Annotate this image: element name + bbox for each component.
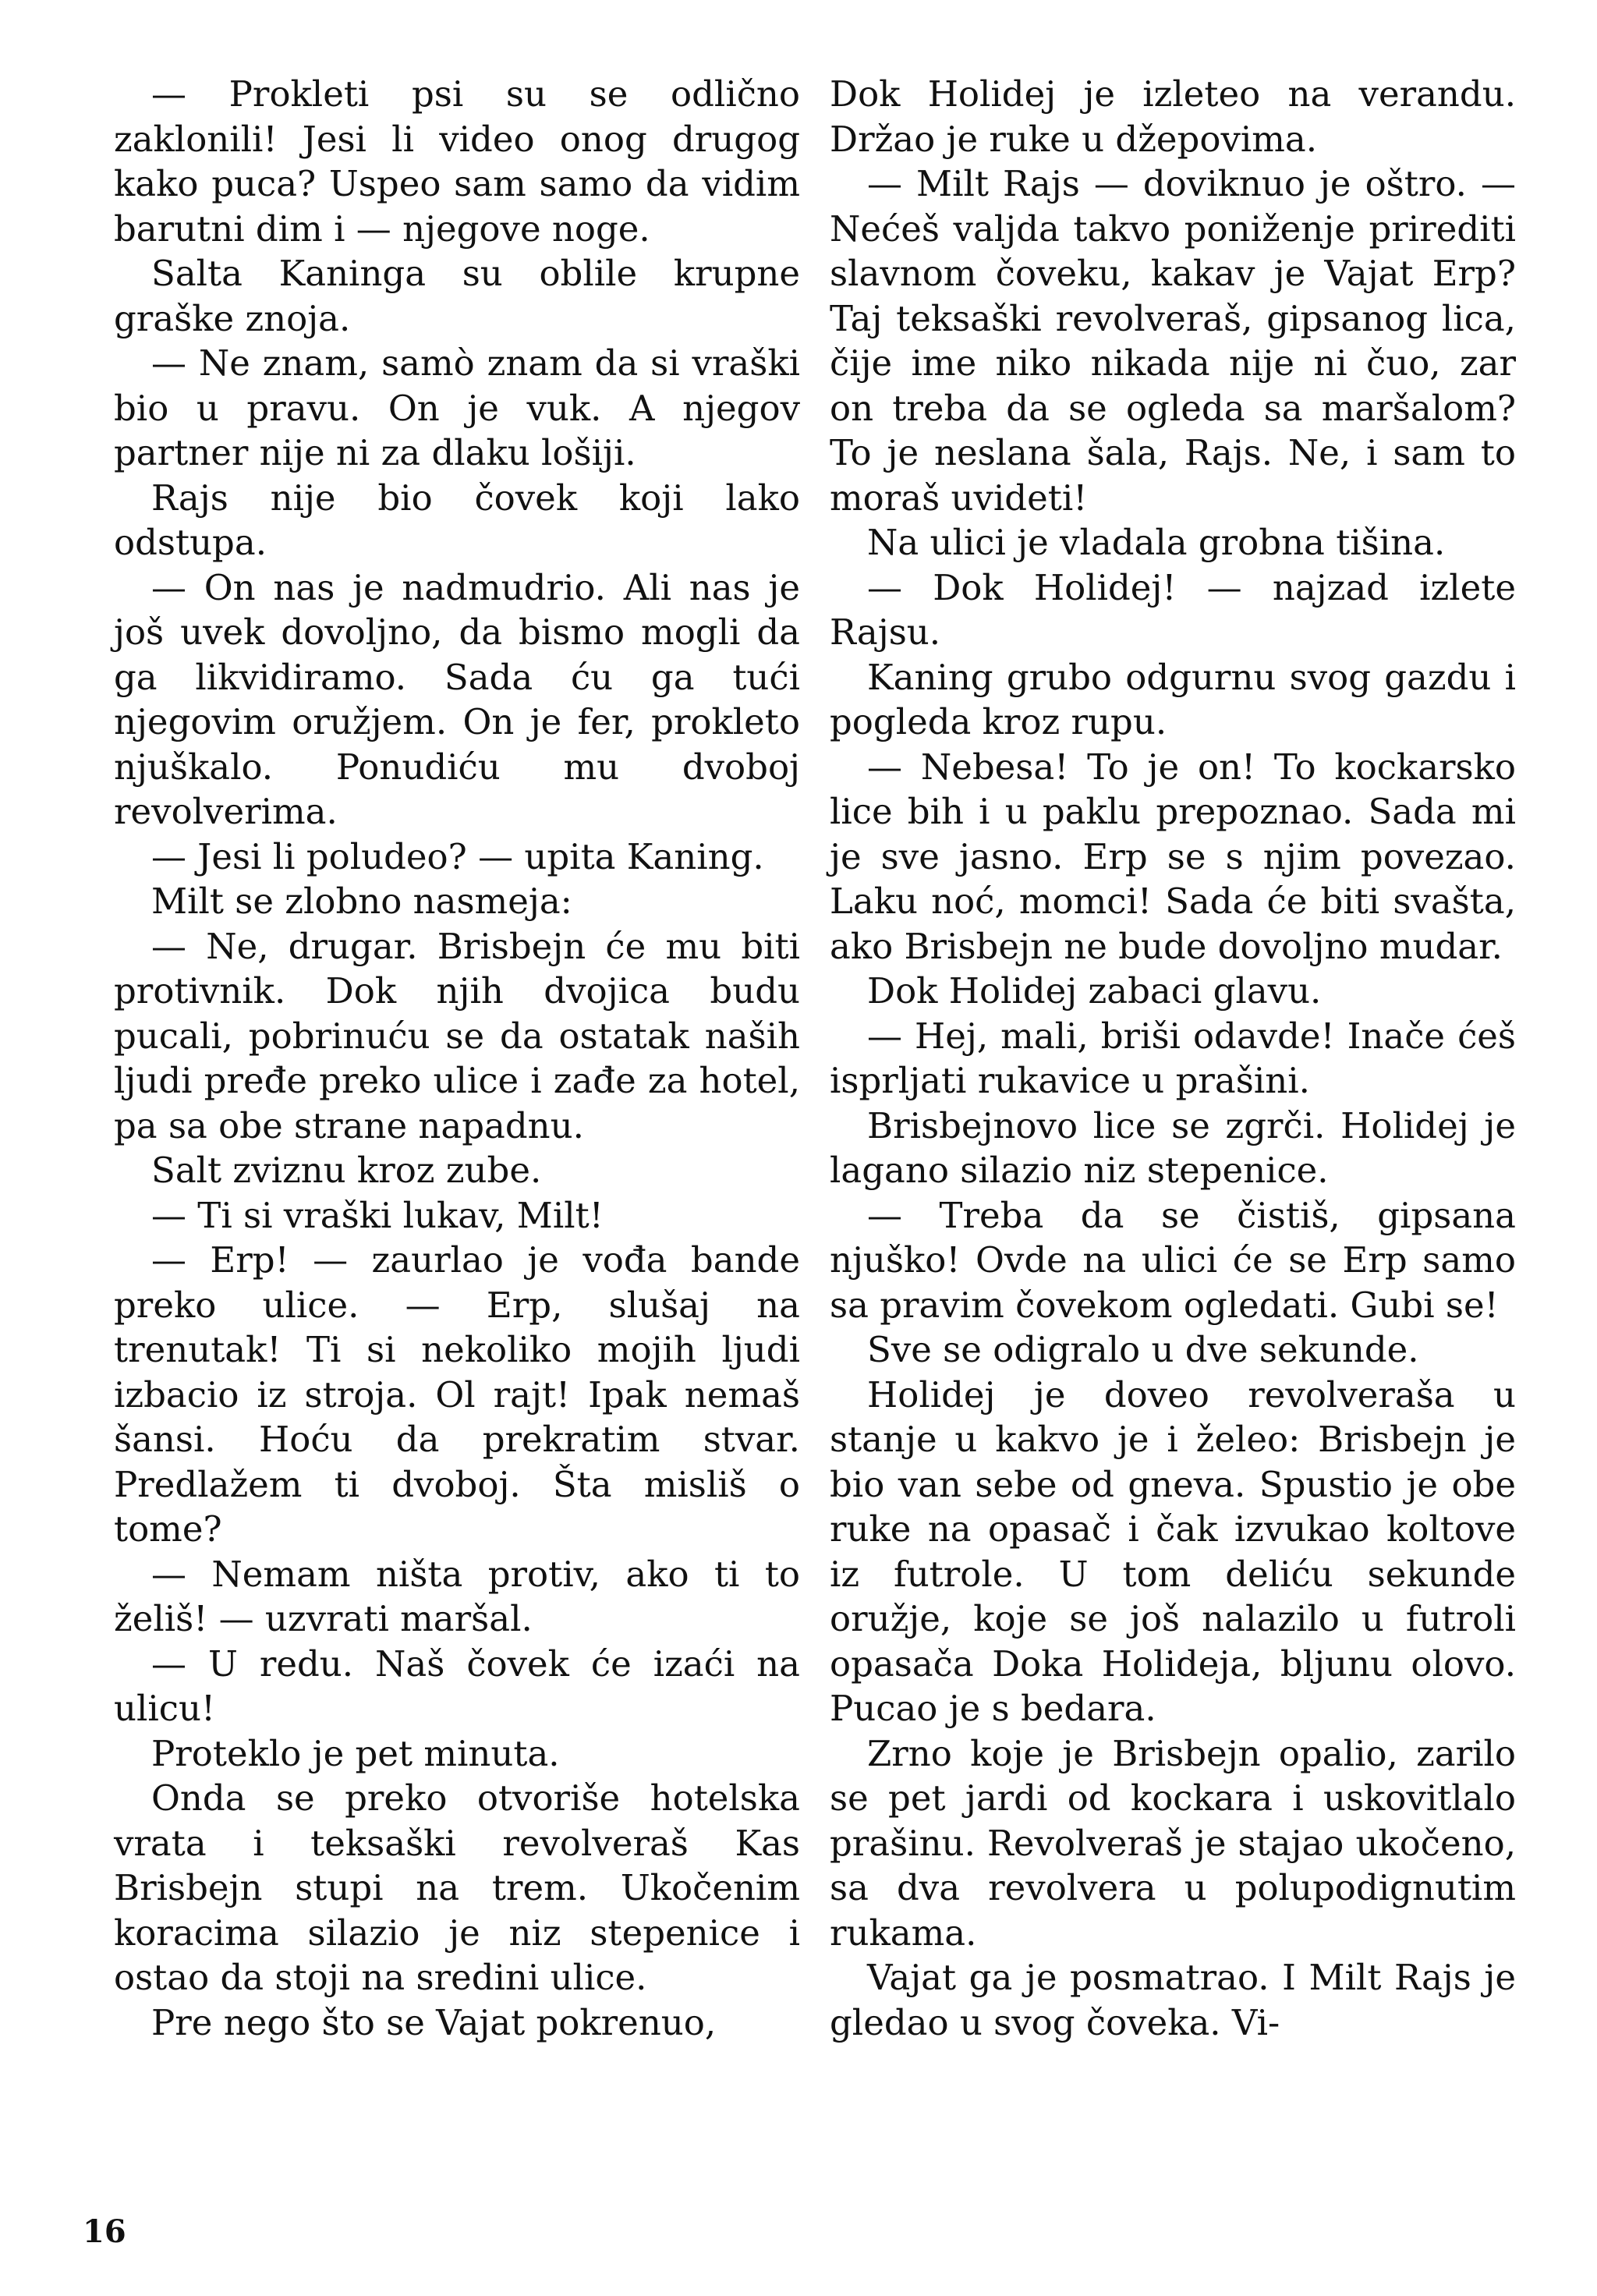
- paragraph: Sve se odigralo u dve sekunde.: [867, 1329, 1419, 1370]
- paragraph: — Ne, drugar. Brisbejn će mu biti protivnik. Dok njih dvojica budu pucali, pobrinuću se da ostatak naših ljudi pređe preko ulice i zađe za hotel, pa sa obe strane napadnu.: [114, 925, 800, 1146]
- paragraph: — Prokleti psi su se odlično zaklonili! Jesi li video onog drugog kako puca? Uspeo sam samo da vidim barutni dim i — njegove noge.: [114, 73, 800, 250]
- paragraph: Salt zviznu kroz zube.: [151, 1150, 542, 1191]
- paragraph: — Ti si vraški lukav, Milt!: [151, 1194, 604, 1236]
- paragraph: Pre nego što se Vajat pokrenuo,: [151, 2001, 717, 2043]
- paragraph: Zrno koje je Brisbejn opalio, zarilo se pet jardi od kockara i uskovitlalo prašinu. Revolveraš je stajao ukočeno, sa dva revolvera u polupodignutim rukama.: [830, 1732, 1516, 1954]
- paragraph: Rajs nije bio čovek koji lako odstupa.: [114, 477, 800, 563]
- left-column: [114, 72, 800, 2045]
- paragraph: Dok Holidej zabaci glavu.: [867, 970, 1322, 1012]
- paragraph: Onda se preko otvoriše hotelska vrata i teksaški revolveraš Kas Brisbejn stupi na trem. Ukočenim koracima silazio je niz stepenice i ostao da stoji na sredini ulice.: [114, 1777, 800, 1998]
- paragraph: — Ne znam, samò znam da si vraški bio u pravu. On je vuk. A njegov partner nije ni za dlaku lošiji.: [114, 342, 800, 473]
- page-number: 16: [83, 2213, 126, 2250]
- paragraph: — Hej, mali, briši odavde! Inače ćeš isprljati rukavice u prašini.: [830, 1015, 1516, 1101]
- paragraph: — On nas je nadmudrio. Ali nas je još uvek dovoljno, da bismo mogli da ga likvidiramo. Sada ću ga tući njegovim oružjem. On je fer, prokleto njuškalo. Ponudiću mu dvoboj revolverima.: [114, 566, 800, 832]
- paragraph: — Nemam ništa protiv, ako ti to želiš! — uzvrati maršal.: [114, 1553, 800, 1639]
- paragraph: Na ulici je vladala grobna tišina.: [867, 522, 1446, 563]
- paragraph: — U redu. Naš čovek će izaći na ulicu!: [114, 1642, 800, 1729]
- paragraph: Vajat ga je posmatrao. I Milt Rajs je gledao u svog čoveka. Vi-: [830, 1957, 1516, 2043]
- right-column: [830, 72, 1516, 2045]
- paragraph: Holidej je doveo revolveraša u stanje u kakvo je i želeo: Brisbejn je bio van sebe od gneva. Spustio je obe ruke na opasač i čak izvukao koltove iz futrole. U tom deliću sekunde oružje, koje se još nalazilo u futroli opasača Doka Holideja, bljunu olovo. Pucao je s bedara.: [830, 1373, 1516, 1729]
- paragraph: — Treba da se čistiš, gipsana njuško! Ovde na ulici će se Erp samo sa pravim čovekom ogledati. Gubi se!: [830, 1194, 1516, 1326]
- paragraph: Proteklo je pet minuta.: [151, 1732, 560, 1774]
- paragraph: Salta Kaninga su oblile krupne graške znoja.: [114, 253, 800, 339]
- paragraph: — Erp! — zaurlao je vođa bande preko ulice. — Erp, slušaj na trenutak! Ti si nekoliko mojih ljudi izbacio iz stroja. Ol rajt! Ipak nemaš šansi. Hoću da prekratim stvar. Predlažem ti dvoboj. Šta misliš o tome?: [114, 1239, 800, 1550]
- paragraph: — Dok Holidej! — najzad izlete Rajsu.: [830, 566, 1516, 653]
- paragraph: Kaning grubo odgurnu svog gazdu i pogleda kroz rupu.: [830, 656, 1516, 742]
- paragraph: Brisbejnovo lice se zgrči. Holidej je lagano silazio niz stepenice.: [830, 1104, 1516, 1191]
- paragraph: — Nebesa! To je on! To kockarsko lice bih i u paklu prepoznao. Sada mi je sve jasno. Erp se s njim povezao. Laku noć, momci! Sada će biti svašta, ako Brisbejn ne bude dovoljno mudar.: [830, 746, 1516, 967]
- paragraph: Dok Holidej je izleteo na verandu. Držao je ruke u džepovima.: [830, 73, 1516, 160]
- paragraph: — Jesi li poludeo? — upita Kaning.: [151, 835, 764, 877]
- paragraph: Milt se zlobno nasmeja:: [151, 880, 572, 922]
- paragraph: — Milt Rajs — doviknuo je oštro. — Nećeš valjda takvo poniženje prirediti slavnom čoveku, kakav je Vajat Erp? Taj teksaški revolveraš, gipsanog lica, čije ime niko nikada nije ni čuo, zar on treba da se ogleda sa maršalom? To je neslana šala, Rajs. Ne, i sam to moraš uvideti!: [830, 163, 1516, 519]
